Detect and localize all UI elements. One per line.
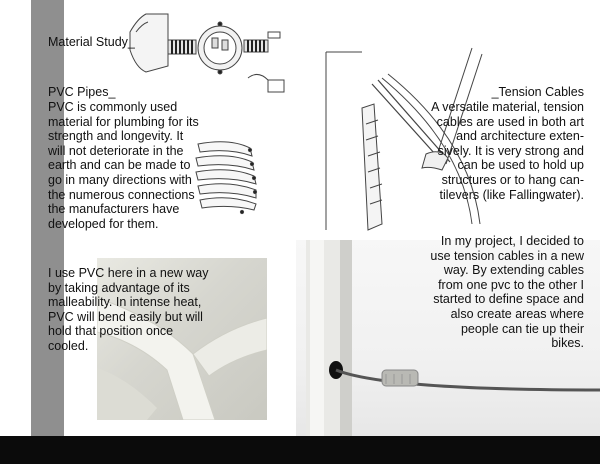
- pvc-line: material for plumbing for its: [48, 114, 199, 129]
- project-line: way. By extending cables: [443, 263, 584, 278]
- project-line: In my project, I decided to: [440, 234, 584, 248]
- pvc-paragraph-2: [48, 266, 238, 354]
- pvc-line: the numerous connections: [48, 187, 195, 202]
- tension-paragraph: [384, 100, 584, 202]
- pvc-line: PVC is commonly used: [48, 100, 178, 114]
- pvc2-line: malleability. In intense heat,: [48, 295, 202, 310]
- project-paragraph: [384, 234, 584, 351]
- tension-line: and architecture exten-: [456, 129, 584, 144]
- pvc-line: developed for them.: [48, 216, 159, 231]
- pvc-line: strength and longevity. It: [48, 129, 184, 144]
- tension-line: structures or to hang can-: [441, 172, 584, 187]
- project-line: also create areas where: [450, 306, 584, 321]
- tension-line: cables are used in both art: [436, 114, 584, 129]
- project-line: started to define space and: [433, 292, 584, 307]
- pvc-paragraph: [48, 100, 238, 231]
- pvc2-line: PVC will bend easily but will: [48, 309, 203, 324]
- pvc2-line: cooled.: [48, 338, 89, 353]
- tension-line: tilevers (like Fallingwater).: [439, 187, 584, 202]
- project-line: from one pvc to the other I: [438, 277, 584, 292]
- pipe-clamp-sketch: [128, 10, 288, 100]
- pvc-line: go in many directions with: [48, 172, 192, 187]
- page-title: Material Study_: [48, 35, 135, 49]
- tension-line: can be used to hold up: [457, 158, 584, 173]
- pvc-line: earth and can be made to: [48, 158, 191, 173]
- tension-line: A versatile material, tension: [431, 100, 584, 114]
- project-line: use tension cables in a new: [430, 248, 584, 263]
- pvc2-line: by taking advantage of its: [48, 280, 190, 295]
- bottom-black-band: [0, 436, 600, 464]
- tension-heading: _Tension Cables: [491, 85, 584, 99]
- pvc-heading: PVC Pipes_: [48, 85, 116, 99]
- pvc2-line: hold that position once: [48, 324, 174, 339]
- pvc2-line: I use PVC here in a new way: [48, 266, 209, 280]
- tension-line: sively. It is very strong and: [437, 143, 584, 158]
- project-line: bikes.: [551, 336, 584, 351]
- project-line: people can tie up their: [460, 321, 584, 336]
- pvc-line: will not deteriorate in the: [48, 143, 184, 158]
- pvc-line: the manufacturers have: [48, 202, 180, 217]
